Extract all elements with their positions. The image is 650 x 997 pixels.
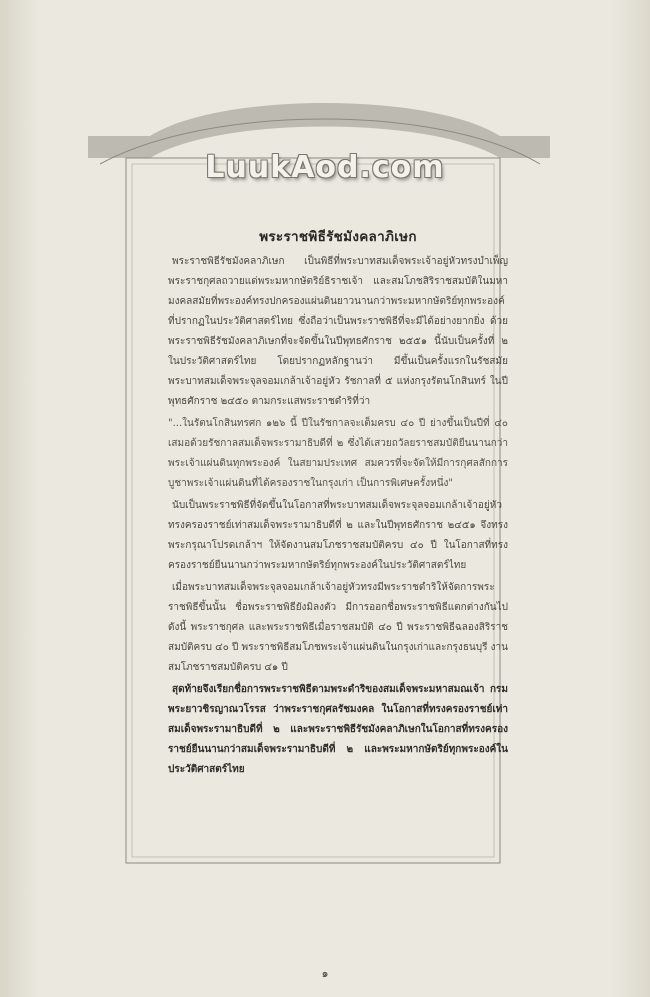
document-body [168, 226, 508, 782]
paragraph-intro: พระราชพิธีรัชมังคลาภิเษก เป็นพิธีที่พระบาทสมเด็จพระเจ้าอยู่หัวทรงบำเพ็ญพระราชกุศลถวายแด่พระมหากษัตริย์ธิราชเจ้า และสมโภชสิริราชสมบัติในมหามงคลสมัยที่พระองค์ทรงปกครองแผ่นดินยาวนานกว่าพระมหากษัตริย์ทุกพระองค์ที่ปรากฏในประวัติศาสตร์ไทย ซึ่งถือว่าเป็นพระราชพิธีที่จะมีได้อย่างยากยิ่ง ด้วยพระราชพิธีรัชมังคลาภิเษกที่จะจัดขึ้นในปีพุทธศักราช ๒๕๕๑ นี้นับเป็นครั้งที่ ๒ ในประวัติศาสตร์ไทย โดยปรากฏหลักฐานว่า มีขึ้นเป็นครั้งแรกในรัชสมัยพระบาทสมเด็จพระจุลจอมเกล้าเจ้าอยู่หัว รัชกาลที่ ๕ แห่งกรุงรัตนโกสินทร์ ในปีพุทธศักราช ๒๔๕๐ ตามกระแสพระราชดำริที่ว่า [168, 256, 508, 407]
royal-quote: "...ในรัตนโกสินทรศก ๑๒๖ นี้ ปีในรัชกาลจะเต็มครบ ๔๐ ปี ย่างขึ้นเป็นปีที่ ๔๐ เสมอด้วยรัชกาลสมเด็จพระรามาธิบดีที่ ๒ ซึ่งได้เสวยถวัลยราชสมบัติยืนนานกว่าพระเจ้าแผ่นดินทุกพระองค์ ในสยามประเทศ สมควรที่จะจัดให้มีการกุศลสักการบูชาพระเจ้าแผ่นดินที่ได้ครองราชในกรุงเก่า เป็นการพิเศษครั้งหนึ่ง" [168, 418, 508, 489]
paragraph-ceremony-names: เมื่อพระบาทสมเด็จพระจุลจอมเกล้าเจ้าอยู่หัวทรงมีพระราชดำริให้จัดการพระราชพิธีขึ้นนั้น ชื่อพระราชพิธียังมิลงตัว มีการออกชื่อพระราชพิธีแตกต่างกันไป ดังนี้ พระราชกุศล และพระราชพิธีเมื่อราชสมบัติ ๔๐ ปี พระราชพิธีฉลองสิริราชสมบัติครบ ๔๐ ปี พระราชพิธีสมโภชพระเจ้าแผ่นดินในกรุงเก่าและกรุงธนบุรี งานสมโภชราชสมบัติครบ ๔๑ ปี [168, 582, 508, 673]
paragraph-conclusion: สุดท้ายจึงเรียกชื่อการพระราชพิธีตามพระดำริของสมเด็จพระมหาสมณเจ้า กรมพระยาวชิรญาณวโรรส ว่าพระราชกุศลรัชมงคล ในโอกาสที่ทรงครองราชย์เท่าสมเด็จพระรามาธิบดีที่ ๒ และพระราชพิธีรัชมังคลาภิเษกในโอกาสที่ทรงครองราชย์ยืนนานกว่าสมเด็จพระรามาธิบดีที่ ๒ และพระมหากษัตริย์ทุกพระองค์ในประวัติศาสตร์ไทย [168, 684, 508, 775]
paragraph-reign-comparison: นับเป็นพระราชพิธีที่จัดขึ้นในโอกาสที่พระบาทสมเด็จพระจุลจอมเกล้าเจ้าอยู่หัวทรงครองราชย์เท่าสมเด็จพระรามาธิบดีที่ ๒ และในปีพุทธศักราช ๒๔๕๑ จึงทรงพระกรุณาโปรดเกล้าฯ ให้จัดงานสมโภชราชสมบัติครบ ๔๐ ปี ในโอกาสที่ทรงครองราชย์ยืนนานกว่าพระมหากษัตริย์ทุกพระองค์ในประวัติศาสตร์ไทย [168, 500, 508, 571]
watermark-text: LuukAod.com [205, 150, 445, 185]
document-title: พระราชพิธีรัชมังคลาภิเษก [259, 229, 417, 245]
page-number: ๑ [321, 967, 329, 980]
